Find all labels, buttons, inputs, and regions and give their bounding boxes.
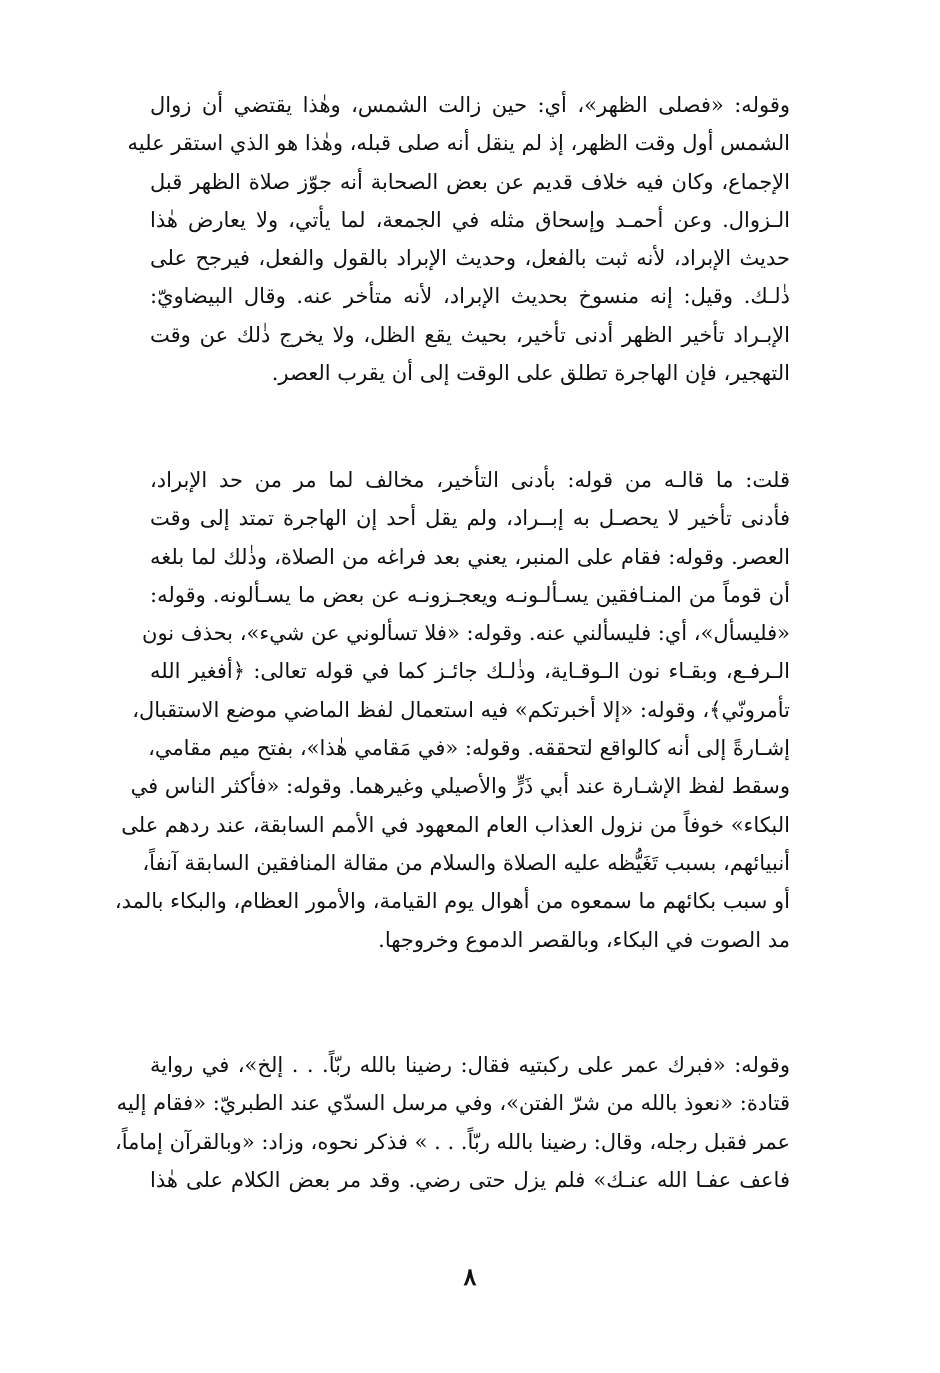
text-line: الإجماع، وكان فيه خلاف قديم عن بعض الصحابة أنه جوّز صلاة الظهر قبل: [150, 169, 790, 194]
text-line: أنبيائهم، بسبب تَغَيُّظه عليه الصلاة والسلام من مقالة المنافقين السابقة آنفاً،: [142, 850, 790, 875]
text-line: ذٰلـك. وقيل: إنه منسوخ بحديث الإبراد، لأنه متأخر عنه. وقال البيضاويّ:: [150, 284, 790, 309]
text-line: تأمرونّي﴾، وقوله: «إلا أخبرتكم» فيه استعمال لفظ الماضي موضع الاستقبال،: [132, 697, 790, 722]
page-number: ٨: [463, 1262, 477, 1291]
text-line: الـزوال. وعن أحمـد وإسحاق مثله في الجمعة، لما يأتي، ولا يعارض هٰذا: [150, 207, 790, 232]
text-line: حديث الإبراد، لأنه ثبت بالفعل، وحديث الإبراد بالقول والفعل، فيرجح على: [150, 246, 790, 271]
text-line: أو سبب بكائهم ما سمعوه من أهوال يوم القيامة، والأمور العظام، والبكاء بالمد،: [114, 889, 790, 914]
paragraph-2: [114, 461, 790, 959]
text-line: أن قوماً من المنـافقين يسـألـونـه ويعجـزونـه عن بعض ما يسـألونه. وقوله:: [150, 582, 790, 607]
paragraph-1: [127, 86, 790, 392]
text-line: الإبـراد تأخير الظهر أدنى تأخير، بحيث يقع الظل، ولا يخرج ذٰلك عن وقت: [150, 322, 790, 347]
text-line: الشمس أول وقت الظهر، إذ لم ينقل أنه صلى قبله، وهٰذا هو الذي استقر عليه: [127, 131, 790, 156]
text-line: مد الصوت في البكاء، وبالقصر الدموع وخروجها.: [378, 927, 790, 952]
text-line: «فليسأل»، أي: فليسألني عنه. وقوله: «فلا تسألوني عن شيء»، بحذف نون: [142, 621, 790, 646]
text-line: فأدنى تأخير لا يحصـل به إبــراد، ولم يقل أحد إن الهاجرة تمتد إلى وقت: [150, 506, 790, 531]
text-line: الـرفـع، وبقـاء نون الـوقـاية، وذٰلـك جائـز كما في قوله تعالى: ﴿أفغير الله: [150, 659, 790, 684]
text-line: وقوله: «فبرك عمر على ركبتيه فقال: رضينا بالله ربّاً. . . إلخ»، في رواية: [150, 1053, 790, 1077]
text-line: إشـارةً إلى أنه كالواقع لتحققه. وقوله: «في مَقامي هٰذا»، بفتح ميم مقامي،: [148, 736, 790, 761]
text-line: البكاء» خوفاً من نزول العذاب العام المعهود في الأمم السابقة، عند ردهم على: [121, 812, 790, 837]
text-line: العصر. وقوله: فقام على المنبر، يعني بعد فراغه من الصلاة، وذٰلك لما بلغه: [150, 544, 790, 569]
paragraph-3: [114, 1046, 790, 1199]
text-line: قتادة: «نعوذ بالله من شرّ الفتن»، وفي مرسل السدّي عند الطبريّ: «فقام إليه: [116, 1091, 790, 1116]
text-line: عمر فقبل رجله، وقال: رضينا بالله ربّاً. . . » فذكر نحوه، وزاد: «وبالقرآن إماماً،: [114, 1129, 790, 1154]
text-line: فاعف عفـا الله عنـك» فلم يزل حتى رضي. وقد مر بعض الكلام على هٰذا: [150, 1167, 790, 1192]
text-line: قلت: ما قالـه من قوله: بأدنى التأخير، مخالف لما مر من حد الإبراد،: [150, 468, 790, 492]
text-line: وسقط لفظ الإشـارة عند أبي ذَرٍّ والأصيلي وغيرهما. وقوله: «فأكثر الناس في: [130, 774, 790, 799]
text-line: التهجير، فإن الهاجرة تطلق على الوقت إلى أن يقرب العصر.: [271, 361, 790, 386]
text-line: وقوله: «فصلى الظهر»، أي: حين زالت الشمس، وهٰذا يقتضي أن زوال: [150, 93, 790, 117]
